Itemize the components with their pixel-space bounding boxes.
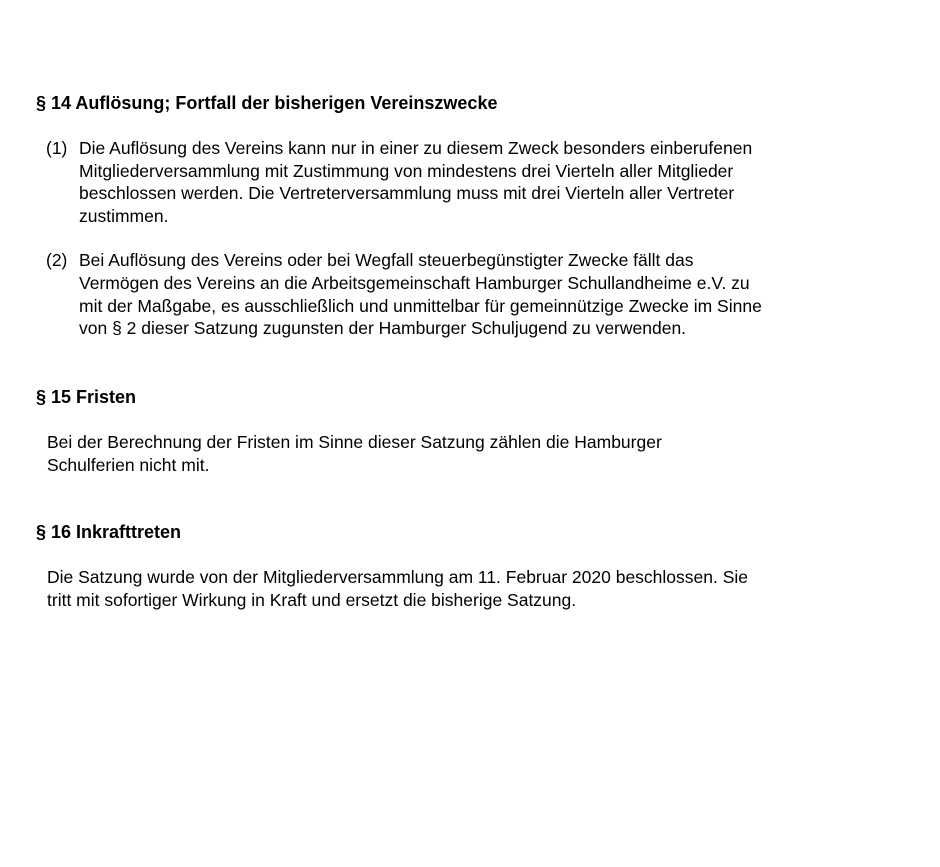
paragraph-line: tritt mit sofortiger Wirkung in Kraft und ersetzt die bisherige Satzung. bbox=[47, 589, 577, 610]
item-line: beschlossen werden. Die Vertreterversammlung muss mit drei Vierteln aller Vertreter bbox=[79, 183, 735, 204]
paragraph-line: Die Satzung wurde von der Mitgliederversammlung am 11. Februar 2020 beschlossen. Sie bbox=[47, 567, 749, 587]
item-line: Vermögen des Vereins an die Arbeitsgemeinschaft Hamburger Schullandheime e.V. zu bbox=[79, 272, 750, 293]
section-15 bbox=[36, 386, 896, 476]
paragraph-line: Bei der Berechnung der Fristen im Sinne dieser Satzung zählen die Hamburger bbox=[47, 432, 662, 452]
section-14 bbox=[36, 92, 896, 340]
item-line: Die Auflösung des Vereins kann nur in einer zu diesem Zweck besonders einberufenen bbox=[79, 138, 753, 158]
section-heading: § 14 Auflösung; Fortfall der bisherigen Vereinszwecke bbox=[36, 93, 498, 113]
paragraph-line: Schulferien nicht mit. bbox=[47, 454, 210, 475]
item-line: mit der Maßgabe, es ausschließlich und unmittelbar für gemeinnützige Zwecke im Sinne bbox=[79, 295, 762, 316]
item-number: (1) bbox=[46, 138, 68, 158]
item-line: zustimmen. bbox=[79, 205, 169, 226]
item-line: von § 2 dieser Satzung zugunsten der Hamburger Schuljugend zu verwenden. bbox=[79, 318, 687, 339]
section-heading: § 16 Inkrafttreten bbox=[36, 522, 182, 542]
paragraph bbox=[36, 566, 896, 611]
item-line: Bei Auflösung des Vereins oder bei Wegfall steuerbegünstigter Zwecke fällt das bbox=[79, 250, 694, 271]
item-line: Mitgliederversammlung mit Zustimmung von mindestens drei Vierteln aller Mitglieder bbox=[79, 160, 734, 181]
paragraph bbox=[36, 431, 896, 476]
item-number: (2) bbox=[46, 250, 68, 271]
list-item bbox=[36, 137, 896, 227]
section-heading: § 15 Fristen bbox=[36, 387, 137, 407]
list-item bbox=[36, 249, 896, 339]
section-16 bbox=[36, 521, 896, 611]
